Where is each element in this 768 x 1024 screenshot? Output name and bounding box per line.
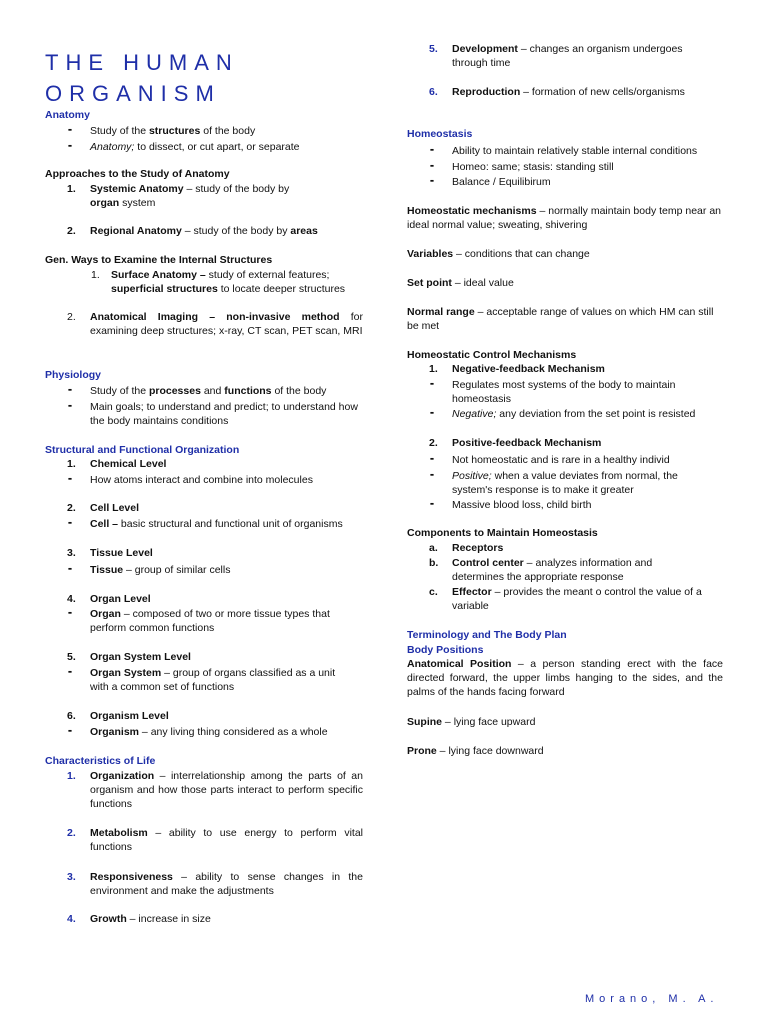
positive-num: 2.: [429, 437, 438, 449]
homeostasis-heading: Homeostasis: [407, 128, 473, 140]
set-point-def: Set point – ideal value: [407, 277, 514, 289]
normal-range-def: Normal range – acceptable range of values on which HM can still be met: [407, 306, 714, 332]
level-num-4: 4.: [67, 593, 76, 605]
level-num-6: 6.: [67, 710, 76, 722]
author-footer: Morano, M. A.: [585, 993, 719, 1005]
title-line2: ORGANISM: [45, 81, 221, 106]
life-heading: Characteristics of Life: [45, 755, 156, 767]
physiology-bullet-1: ▪▪ Study of the processes and functions of the body: [90, 384, 363, 398]
negative-num: 1.: [429, 363, 438, 375]
level-bullet-5: ▪▪ Organ System – group of organs classified as a unit with a common set of functions: [90, 666, 355, 694]
life-num-2: 2.: [67, 827, 76, 839]
positive-bullet-3: ▪▪ Massive blood loss, child birth: [452, 498, 721, 512]
anatomy-bullet-2: ▪▪ Anatomy; to dissect, or cut apart, or separate: [90, 140, 363, 154]
life-item-4: Growth – increase in size: [90, 913, 211, 925]
ways-num-2: 2.: [67, 311, 76, 323]
component-c: Effector – provides the meant o control the value of a variable: [452, 586, 702, 612]
components-heading: Components to Maintain Homeostasis: [407, 527, 598, 539]
component-c-num: c.: [429, 586, 438, 598]
life-num-1: 1.: [67, 770, 76, 782]
life-item-2: Metabolism – ability to use energy to perform vital functions: [90, 827, 363, 853]
ways-item-2: Anatomical Imaging – non-invasive method for examining deep structures; x-ray, CT scan, PET scan, MRI: [90, 311, 363, 337]
level-bullet-4: ▪▪ Organ – composed of two or more tissue types that perform common functions: [90, 607, 355, 635]
level-num-1: 1.: [67, 458, 76, 470]
component-b-num: b.: [429, 557, 439, 569]
life-num-4: 4.: [67, 913, 76, 925]
life-item-3: Responsiveness – ability to sense changes in the environment and make the adjustments: [90, 871, 363, 897]
physiology-bullet-2: ▪▪ Main goals; to understand and predict; to understand how the body maintains conditions: [90, 400, 363, 428]
variables-def: Variables – conditions that can change: [407, 248, 590, 260]
level-name-4: Organ Level: [90, 593, 151, 605]
approaches-item-2: Regional Anatomy – study of the body by areas: [90, 225, 318, 237]
life-item-6: Reproduction – formation of new cells/organisms: [452, 86, 685, 98]
homeostasis-bullet-3: ▪▪ Balance / Equilibirum: [452, 175, 721, 189]
homeostasis-bullet-2: ▪▪ Homeo: same; stasis: standing still: [452, 160, 721, 174]
ways-item-1: Surface Anatomy – study of external features; superficial structures to locate deeper structures: [111, 269, 346, 295]
life-item-1: Organization – interrelationship among the parts of an organism and how those parts interact to perform specific functions: [90, 770, 363, 810]
supine-def: Supine – lying face upward: [407, 716, 536, 728]
level-name-6: Organism Level: [90, 710, 169, 722]
negative-bullet-2: ▪▪ Negative; any deviation from the set point is resisted: [452, 407, 721, 421]
homeostatic-mechanisms: Homeostatic mechanisms – normally maintain body temp near an ideal normal value; sweating, shivering: [407, 205, 721, 231]
negative-name: Negative-feedback Mechanism: [452, 363, 605, 375]
approaches-item-1: Systemic Anatomy – study of the body by organ system: [90, 183, 290, 209]
physiology-heading: Physiology: [45, 369, 102, 381]
level-name-1: Chemical Level: [90, 458, 167, 470]
level-name-3: Tissue Level: [90, 547, 153, 559]
ways-num-1: 1.: [91, 269, 100, 281]
component-b: Control center – analyzes information and determines the appropriate response: [452, 557, 653, 583]
anatomy-bullet-1: ▪▪ Study of the structures of the body: [90, 124, 363, 138]
positive-name: Positive-feedback Mechanism: [452, 437, 602, 449]
life-num-6: 6.: [429, 86, 438, 98]
homeostasis-bullet-1: ▪▪ Ability to maintain relatively stable internal conditions: [452, 144, 721, 158]
positive-bullet-2: ▪▪ Positive; when a value deviates from normal, the system's response is to make it greater: [452, 469, 702, 497]
level-num-5: 5.: [67, 651, 76, 663]
component-a-num: a.: [429, 542, 438, 554]
level-num-2: 2.: [67, 502, 76, 514]
terminology-heading: Terminology and The Body Plan: [407, 629, 567, 641]
level-bullet-1: ▪▪ How atoms interact and combine into molecules: [90, 473, 363, 487]
approaches-num-1: 1.: [67, 183, 76, 195]
control-heading: Homeostatic Control Mechanisms: [407, 349, 577, 361]
negative-bullet-1: ▪▪ Regulates most systems of the body to maintain homeostasis: [452, 378, 707, 406]
body-positions-heading: Body Positions: [407, 644, 484, 656]
life-num-5: 5.: [429, 43, 438, 55]
level-name-5: Organ System Level: [90, 651, 191, 663]
positive-bullet-1: ▪▪ Not homeostatic and is rare in a healthy individ: [452, 453, 721, 467]
anatomy-heading: Anatomy: [45, 109, 90, 121]
anatomical-position: Anatomical Position – a person standing erect with the face directed forward, the upper limbs hanging to the sides, and the palms of the hands facing forward: [407, 658, 723, 698]
title-line1: THE HUMAN: [45, 50, 239, 75]
structural-heading: Structural and Functional Organization: [45, 444, 240, 456]
approaches-heading: Approaches to the Study of Anatomy: [45, 168, 230, 180]
level-num-3: 3.: [67, 547, 76, 559]
level-bullet-3: ▪▪ Tissue – group of similar cells: [90, 563, 363, 577]
ways-heading: Gen. Ways to Examine the Internal Structures: [45, 254, 273, 266]
level-bullet-2: ▪▪ Cell – basic structural and functional unit of organisms: [90, 517, 363, 531]
life-item-5: Development – changes an organism undergoes through time: [452, 43, 683, 69]
life-num-3: 3.: [67, 871, 76, 883]
level-name-2: Cell Level: [90, 502, 140, 514]
approaches-num-2: 2.: [67, 225, 76, 237]
level-bullet-6: ▪▪ Organism – any living thing considered as a whole: [90, 725, 363, 739]
prone-def: Prone – lying face downward: [407, 745, 544, 757]
component-a: Receptors: [452, 542, 504, 554]
